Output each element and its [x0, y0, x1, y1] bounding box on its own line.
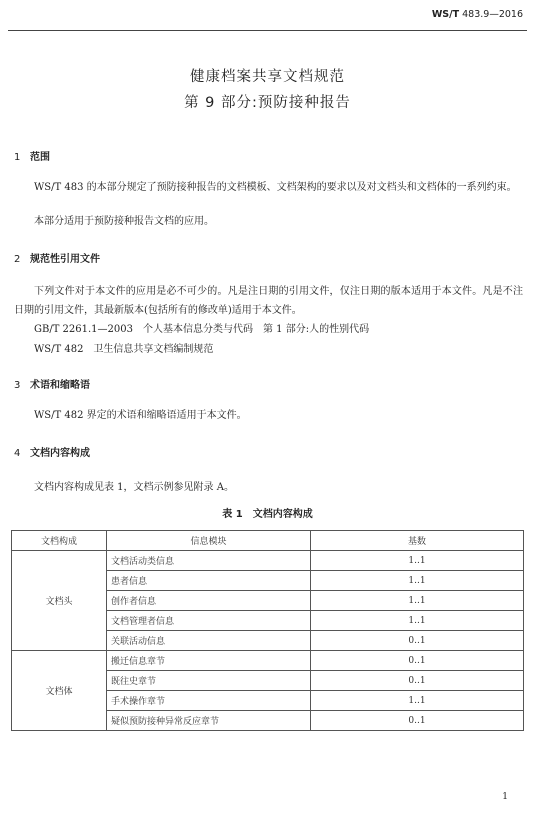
cardinality-cell: 0..1: [311, 671, 524, 691]
header-rule: [8, 30, 527, 31]
terms-paragraph: WS/T 482 界定的术语和缩略语适用于本文件。: [34, 410, 247, 421]
table-row: [12, 651, 524, 671]
page-header: [432, 9, 523, 20]
cardinality-cell: 0..1: [311, 711, 524, 731]
section-number: 3: [14, 380, 21, 391]
cardinality-cell: 1..1: [311, 571, 524, 591]
cardinality-cell: 0..1: [311, 631, 524, 651]
module-cell: 文档管理者信息: [107, 611, 311, 631]
scope-paragraph: WS/T 483 的本部分规定了预防接种报告的文档模板、文档架构的要求以及对文档头和文档体的一系列约束。: [34, 182, 517, 193]
page-number: 1: [502, 792, 508, 802]
cardinality-cell: 0..1: [311, 651, 524, 671]
group-cell: 文档体: [12, 651, 107, 731]
cardinality-cell: 1..1: [311, 551, 524, 571]
module-cell: 手术操作章节: [107, 691, 311, 711]
module-cell: 疑似预防接种异常反应章节: [107, 711, 311, 731]
section-title: 范围: [30, 152, 50, 163]
table-header-row: [12, 531, 524, 551]
module-cell: 患者信息: [107, 571, 311, 591]
table-row: [12, 551, 524, 571]
section-number: 4: [14, 448, 21, 459]
group-cell: 文档头: [12, 551, 107, 651]
standard-number: 483.9—2016: [462, 9, 523, 20]
module-cell: 搬迁信息章节: [107, 651, 311, 671]
section-heading-scope: [14, 148, 50, 163]
section-title: 规范性引用文件: [30, 254, 100, 265]
section-heading-terms: [14, 376, 90, 391]
column-header: 信息模块: [107, 531, 311, 551]
section-number: 1: [14, 152, 21, 163]
scope-applicability: 本部分适用于预防接种报告文档的应用。: [34, 216, 214, 227]
standard-code: WS/T: [431, 9, 460, 20]
references-paragraph: 下列文件对于本文件的应用是必不可少的。凡是注日期的引用文件，仅注日期的版本适用于本文件。凡是不注日期的引用文件，其最新版本(包括所有的修改单)适用于本文件。: [14, 286, 523, 316]
section-number: 2: [14, 254, 21, 265]
cardinality-cell: 1..1: [311, 691, 524, 711]
section-title: 术语和缩略语: [30, 380, 90, 391]
table-caption: 表 1 文档内容构成: [222, 509, 313, 520]
module-cell: 既往史章节: [107, 671, 311, 691]
reference-item: WS/T 482 卫生信息共享文档编制规范: [34, 344, 214, 355]
content-table: [11, 530, 524, 731]
cardinality-cell: 1..1: [311, 591, 524, 611]
column-header: 基数: [311, 531, 524, 551]
reference-item: GB/T 2261.1—2003 个人基本信息分类与代码 第 1 部分:人的性别代码: [34, 324, 370, 335]
document-subtitle: 第 9 部分:预防接种报告: [184, 95, 351, 111]
document-title: 健康档案共享文档规范: [190, 69, 345, 85]
module-cell: 文档活动类信息: [107, 551, 311, 571]
module-cell: 创作者信息: [107, 591, 311, 611]
content-paragraph: 文档内容构成见表 1，文档示例参见附录 A。: [34, 482, 234, 493]
section-heading-references: [14, 250, 100, 265]
cardinality-cell: 1..1: [311, 611, 524, 631]
section-title: 文档内容构成: [30, 448, 90, 459]
column-header: 文档构成: [12, 531, 107, 551]
section-heading-content: [14, 444, 90, 459]
module-cell: 关联活动信息: [107, 631, 311, 651]
